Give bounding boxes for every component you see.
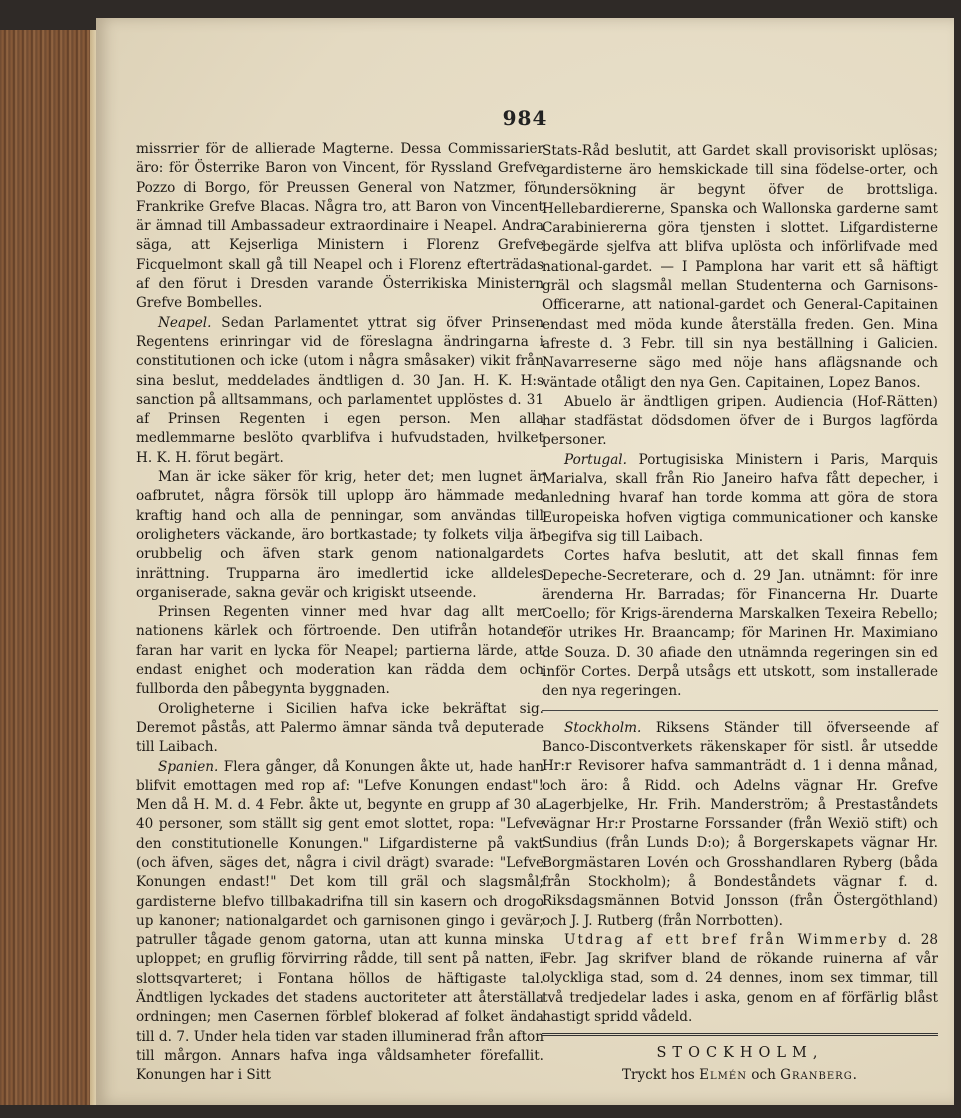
paragraph-text: Portugisiska Ministern i Paris, Marquis Marialva, skall från Rio Janeiro hafva fått depecher, i anledning hvaraf han torde komma att göra de stora Europeiska hofven vigtiga communicationer och kanske begifva sig till Laibach. <box>542 451 938 545</box>
imprint-line <box>542 1066 938 1085</box>
article-paragraph <box>136 314 544 468</box>
letter-heading: Utdrag af ett bref från Wimmerby <box>564 931 889 948</box>
dateline-place: Spanien. <box>158 758 219 775</box>
dateline-place: Portugal. <box>564 451 627 468</box>
article-paragraph <box>542 931 938 1027</box>
article-paragraph <box>542 719 938 931</box>
article-paragraph: Oroligheterne i Sicilien hafva icke bekräftat sig. Deremot påstås, att Palermo ämnar sända två deputerade till Laibach. <box>136 700 544 756</box>
dateline-place: Neapel. <box>158 314 212 331</box>
article-paragraph: Man är icke säker för krig, heter det; men lugnet är oafbrutet, några försök till uplopp äro hämmade med kraftig hand och alla de penningar, som användas till oroligheters väckande, äro bortkastade; ty folkets vilja är orubbelig och äfven stark genom nationalgardets inrättning. Trupparna äro imedlertid icke alldeles organiserade, sakna gevär och krigiskt utseende. <box>136 469 544 601</box>
newspaper-page <box>96 18 954 1105</box>
article-paragraph: Abuelo är ändtligen gripen. Audiencia (Hof-Rätten) har stadfästat dödsdomen öfver de i Burgos lagförda personer. <box>542 393 938 449</box>
article-paragraph: Prinsen Regenten vinner med hvar dag allt mer nationens kärlek och förtroende. Den utifrån hotande faran har varit en lycka för Neapel; partierna lärde, att endast enighet och moderation kan rädda dem och fullborda den påbegynta byggnaden. <box>136 604 544 698</box>
imprint-prefix: Tryckt hos <box>621 1066 700 1083</box>
right-column <box>542 142 938 1085</box>
paragraph-text: d. 28 Febr. Jag skrifver bland de rökande ruinerna af vår olyckliga stad, som d. 24 dennes, inom sex timmar, till två tredjedelar lades i aska, genom en af förfärlig blåst hastigt spridd vådeld. <box>542 931 939 1026</box>
article-paragraph <box>136 758 544 1086</box>
article-paragraph: Stats-Råd beslutit, att Gardet skall provisoriskt uplösas; gardisterne äro hemskickade till sina födelse-orter, och undersökning är begynt öfver de brottsliga. Hellebardiererne, Spanska och Wallonska garderne samt Carabiniererna göra tjensten i slottet. Lifgardisterne begärde sjelfva att blifva uplösta och införlifvade med national-gardet. — I Pamplona har varit ett så häftigt gräl och slagsmål mellan Studenterna och Garnisons-Officerarne, att national-gardet och General-Capitainen endast med möda kunde återställa freden. Gen. Mina afreste d. 3 Febr. till sin nya beställning i Galicien. Navarreserne sägo med nöje hans aflägsnande och väntade otåligt den nya Gen. Capitainen, Lopez Banos. <box>542 143 938 391</box>
book-spine <box>0 30 96 1105</box>
paragraph-text: Riksens Ständer till öfverseende af Banco-Discontverkets räkenskaper för sistl. år utsedde Hr:r Revisorer hafva sammanträdt d. 1 i denna månad, och äro: å Ridd. och Adelns vägnar Hr. Grefve Lagerbjelke, Hr. Frih. Manderström; å Prestaståndets vägnar Hr:r Prostarne Forssander (från Wexiö stift) och Sundius (från Lunds D:o); å Borgerskapets vägnar Hr. Borgmästaren Lovén och Grosshandlaren Ryberg (båda från Stockholm); å Bondeståndets vägnar f. d. Riksdagsmännen Botvid Jonsson (från Östergöthland) och J. J. Rutberg (från Norrbotten). <box>542 719 938 929</box>
article-paragraph: missrrier för de allierade Magterne. Dessa Commissarier äro: för Österrike Baron von Vincent, för Ryssland Grefve Pozzo di Borgo, för Preussen General von Natzmer, för Frankrike Grefve Blacas. Några tro, att Baron von Vincent är ämnad till Ambassadeur extraordinaire i Neapel. Andra säga, att Kejserliga Ministern i Florenz Grefve Ficquelmont skall gå till Neapel och i Florenz efterträdas af den förut i Dresden varande Österrikiska Ministern Grefve Bombelles. <box>136 141 544 312</box>
page-number: 984 <box>502 106 548 130</box>
printer-name: Granberg. <box>780 1066 859 1083</box>
paragraph-text: Flera gånger, då Konungen åkte ut, hade han blifvit emottagen med rop af: "Lefve Konungen endast"! Men då H. M. d. 4 Febr. åkte ut, begynte en grupp af 30 a 40 personer, som ställt sig gent emot slottet, ropa: "Lefve den constitutionelle Konungen." Lifgardisterne på vakt (och äfven, säges det, några i civil drägt) svarade: "Lefve Konungen endast!" Det kom till gräl och slagsmål; gardisterne blefvo tillbakadrifna till sin kasern och drogo up kanoner; nationalgardet och garnisonen gingo i gevär; patruller tågade genom gatorna, utan att kunna minska uploppet; en gruflig förvirring rådde, till sent på natten, i slottsqvarteret; i Fontana höllos de häftigaste tal. Ändtligen lyckades det stadens auctoriteter att återställa ordningen; men Casernen förblef blokerad af folket ända till d. 7. Under hela tiden var staden illuminerad från afton till mårgon. Annars hafva inga våldsamheter förefallit. Konungen har i Sitt <box>136 758 544 1084</box>
article-paragraph <box>542 451 938 547</box>
imprint-connector: och <box>746 1066 781 1083</box>
imprint-divider <box>542 1033 938 1036</box>
section-divider <box>542 710 938 711</box>
imprint-place: STOCKHOLM, <box>656 1045 824 1062</box>
dateline-place: Stockholm. <box>564 719 642 736</box>
left-column <box>136 140 544 1086</box>
article-paragraph: Cortes hafva beslutit, att det skall finnas fem Depeche-Secreterare, och d. 29 Jan. utnämnt: för inre ärenderna Hr. Barradas; för Financerna Hr. Duarte Coello; för Krigs-ärenderna Marskalken Texeira Rebello; för utrikes Hr. Braancamp; för Marinen Hr. Maximiano de Souza. D. 30 afiade den utnämnda regeringen sin ed inför Cortes. Derpå utsågs ett utskott, som installerade den nya regeringen. <box>542 548 938 700</box>
paragraph-text: Sedan Parlamentet yttrat sig öfver Prinsen Regentens erinringar vid de föreslagna ändringarna i constitutionen och icke (utom i några småsaker) vikit från sina beslut, meddelades ändtligen d. 30 Jan. H. K. H:s sanction på alltsammans, och parlamentet upplöstes d. 31 af Prinsen Regenten i egen person. Men alla medlemmarne beslöto qvarblifva i hufvudstaden, hvilket H. K. H. förut begärt. <box>136 314 544 466</box>
printer-name: Elmén <box>699 1066 747 1083</box>
